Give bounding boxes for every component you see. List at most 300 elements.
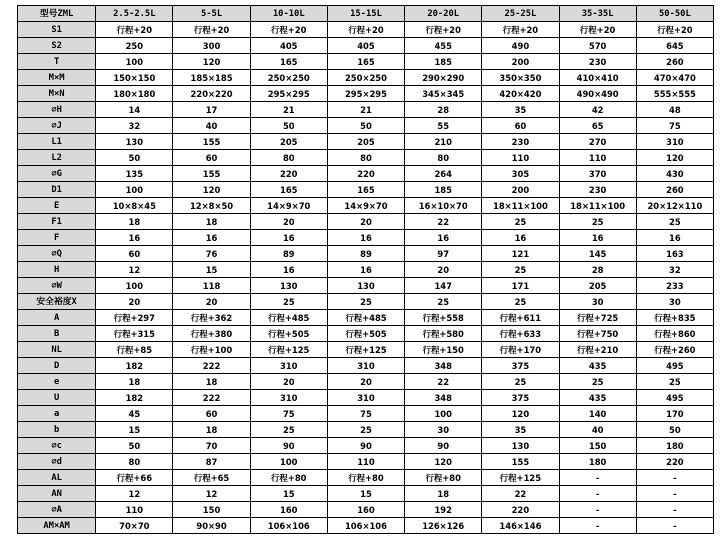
table-cell: 100 <box>250 454 327 470</box>
row-label-cell: A <box>18 310 96 326</box>
table-cell: 90 <box>327 438 404 454</box>
row-label-cell: ⌀H <box>18 102 96 118</box>
row-label-cell: M×M <box>18 70 96 86</box>
model-column-header: 25-25L <box>482 6 559 22</box>
table-row <box>18 102 714 118</box>
table-cell: 行程+20 <box>250 22 327 38</box>
table-cell: 25 <box>250 422 327 438</box>
table-cell: 60 <box>173 150 250 166</box>
table-cell: 118 <box>173 278 250 294</box>
table-cell: 89 <box>250 246 327 262</box>
table-cell: 16 <box>405 230 482 246</box>
table-cell: 60 <box>173 406 250 422</box>
table-cell: 55 <box>405 118 482 134</box>
table-cell: 行程+20 <box>96 22 173 38</box>
table-cell: 185 <box>405 182 482 198</box>
table-cell: 220 <box>250 166 327 182</box>
table-cell: 75 <box>327 406 404 422</box>
table-cell: 130 <box>250 278 327 294</box>
row-label-cell: ⌀J <box>18 118 96 134</box>
table-cell: 20 <box>250 374 327 390</box>
table-cell: 230 <box>559 182 636 198</box>
table-cell: 250 <box>96 38 173 54</box>
table-cell: 120 <box>173 54 250 70</box>
table-cell: 行程+485 <box>250 310 327 326</box>
table-row <box>18 230 714 246</box>
row-label-cell: B <box>18 326 96 342</box>
table-cell: 20 <box>250 214 327 230</box>
table-cell: 410×410 <box>559 70 636 86</box>
table-cell: 行程+20 <box>405 22 482 38</box>
table-cell: 260 <box>636 54 713 70</box>
model-column-header: 35-35L <box>559 6 636 22</box>
table-cell: - <box>559 470 636 486</box>
table-cell: 120 <box>636 150 713 166</box>
table-cell: 70 <box>173 438 250 454</box>
table-cell: 行程+380 <box>173 326 250 342</box>
table-cell: 645 <box>636 38 713 54</box>
table-row <box>18 262 714 278</box>
table-cell: 130 <box>96 134 173 150</box>
table-cell: 18 <box>96 214 173 230</box>
table-cell: 行程+485 <box>327 310 404 326</box>
table-cell: 行程+362 <box>173 310 250 326</box>
row-label-cell: H <box>18 262 96 278</box>
spec-table <box>17 5 714 534</box>
table-cell: 348 <box>405 358 482 374</box>
table-cell: 100 <box>96 278 173 294</box>
table-cell: 15 <box>96 422 173 438</box>
table-cell: 行程+125 <box>327 342 404 358</box>
table-cell: 120 <box>173 182 250 198</box>
table-cell: 405 <box>250 38 327 54</box>
table-cell: 70×70 <box>96 518 173 534</box>
table-cell: 25 <box>482 214 559 230</box>
table-cell: 100 <box>96 182 173 198</box>
table-cell: 48 <box>636 102 713 118</box>
table-cell: 120 <box>482 406 559 422</box>
table-cell: 180 <box>559 454 636 470</box>
table-cell: 16 <box>173 230 250 246</box>
table-cell: 90×90 <box>173 518 250 534</box>
table-cell: 45 <box>96 406 173 422</box>
table-cell: 185×185 <box>173 70 250 86</box>
table-cell: 42 <box>559 102 636 118</box>
table-cell: 270 <box>559 134 636 150</box>
table-cell: 22 <box>405 374 482 390</box>
row-label-cell: ⌀Q <box>18 246 96 262</box>
table-cell: 106×106 <box>250 518 327 534</box>
table-cell: 18×11×100 <box>559 198 636 214</box>
table-header-row <box>18 6 714 22</box>
table-cell: 120 <box>405 454 482 470</box>
table-row <box>18 454 714 470</box>
table-cell: 290×290 <box>405 70 482 86</box>
table-cell: 130 <box>327 278 404 294</box>
table-cell: 25 <box>405 294 482 310</box>
table-cell: 80 <box>327 150 404 166</box>
table-cell: 16 <box>250 230 327 246</box>
table-cell: 163 <box>636 246 713 262</box>
table-row <box>18 150 714 166</box>
table-cell: 182 <box>96 358 173 374</box>
table-cell: 16 <box>327 262 404 278</box>
row-label-cell: L2 <box>18 150 96 166</box>
table-cell: 行程+20 <box>559 22 636 38</box>
table-cell: 430 <box>636 166 713 182</box>
table-cell: 205 <box>250 134 327 150</box>
table-row <box>18 182 714 198</box>
table-cell: 25 <box>559 214 636 230</box>
table-cell: 495 <box>636 358 713 374</box>
table-row <box>18 166 714 182</box>
table-cell: 165 <box>327 54 404 70</box>
table-cell: - <box>636 518 713 534</box>
table-cell: 20 <box>96 294 173 310</box>
row-label-cell: D1 <box>18 182 96 198</box>
table-cell: 495 <box>636 390 713 406</box>
table-cell: 200 <box>482 182 559 198</box>
table-cell: 12 <box>96 486 173 502</box>
table-cell: 20×12×110 <box>636 198 713 214</box>
spec-table-container <box>17 5 714 534</box>
table-cell: 行程+835 <box>636 310 713 326</box>
model-header-cell: 型号ZML <box>18 6 96 22</box>
table-cell: 310 <box>327 390 404 406</box>
table-cell: 30 <box>405 422 482 438</box>
table-cell: 12 <box>173 486 250 502</box>
table-row <box>18 134 714 150</box>
table-cell: 220 <box>482 502 559 518</box>
table-cell: 350×350 <box>482 70 559 86</box>
table-cell: 50 <box>636 422 713 438</box>
table-row <box>18 38 714 54</box>
table-cell: 192 <box>405 502 482 518</box>
table-cell: - <box>559 502 636 518</box>
table-cell: 10×8×45 <box>96 198 173 214</box>
table-cell: - <box>636 502 713 518</box>
table-cell: 150 <box>173 502 250 518</box>
table-cell: 470×470 <box>636 70 713 86</box>
table-cell: 90 <box>250 438 327 454</box>
table-cell: 行程+725 <box>559 310 636 326</box>
table-cell: 155 <box>482 454 559 470</box>
table-cell: 行程+505 <box>250 326 327 342</box>
table-cell: 20 <box>327 374 404 390</box>
row-label-cell: ⌀G <box>18 166 96 182</box>
table-cell: 264 <box>405 166 482 182</box>
table-cell: 110 <box>327 454 404 470</box>
table-cell: 行程+750 <box>559 326 636 342</box>
table-cell: 435 <box>559 358 636 374</box>
table-cell: 220×220 <box>173 86 250 102</box>
table-cell: 150 <box>559 438 636 454</box>
table-cell: - <box>559 486 636 502</box>
model-column-header: 5-5L <box>173 6 250 22</box>
row-label-cell: S2 <box>18 38 96 54</box>
table-cell: 35 <box>482 102 559 118</box>
model-column-header: 10-10L <box>250 6 327 22</box>
model-column-header: 50-50L <box>636 6 713 22</box>
table-cell: 25 <box>250 294 327 310</box>
table-cell: 170 <box>636 406 713 422</box>
table-cell: 490×490 <box>559 86 636 102</box>
table-row <box>18 358 714 374</box>
table-cell: 155 <box>173 134 250 150</box>
table-cell: 18 <box>173 214 250 230</box>
table-cell: 310 <box>327 358 404 374</box>
table-cell: 145 <box>559 246 636 262</box>
table-row <box>18 294 714 310</box>
table-cell: 435 <box>559 390 636 406</box>
table-cell: 18 <box>405 486 482 502</box>
table-cell: 375 <box>482 390 559 406</box>
table-cell: 25 <box>482 374 559 390</box>
table-cell: 行程+633 <box>482 326 559 342</box>
table-row <box>18 326 714 342</box>
table-row <box>18 86 714 102</box>
table-cell: 16×10×70 <box>405 198 482 214</box>
table-cell: 35 <box>482 422 559 438</box>
table-cell: 87 <box>173 454 250 470</box>
table-cell: 375 <box>482 358 559 374</box>
table-row <box>18 502 714 518</box>
table-cell: 233 <box>636 278 713 294</box>
table-cell: 50 <box>250 118 327 134</box>
table-cell: 行程+611 <box>482 310 559 326</box>
table-cell: 25 <box>327 294 404 310</box>
table-cell: 160 <box>327 502 404 518</box>
table-cell: 165 <box>327 182 404 198</box>
table-cell: 32 <box>96 118 173 134</box>
table-cell: 89 <box>327 246 404 262</box>
row-label-cell: 安全裕度X <box>18 294 96 310</box>
table-cell: 16 <box>96 230 173 246</box>
table-cell: 25 <box>636 214 713 230</box>
table-row <box>18 214 714 230</box>
table-cell: 行程+125 <box>482 470 559 486</box>
table-cell: 220 <box>636 454 713 470</box>
table-row <box>18 310 714 326</box>
row-label-cell: AM×AM <box>18 518 96 534</box>
table-cell: 行程+170 <box>482 342 559 358</box>
table-cell: 行程+65 <box>173 470 250 486</box>
table-cell: 行程+580 <box>405 326 482 342</box>
table-cell: 21 <box>250 102 327 118</box>
table-row <box>18 278 714 294</box>
table-cell: 16 <box>250 262 327 278</box>
table-cell: 行程+20 <box>173 22 250 38</box>
table-row <box>18 518 714 534</box>
table-cell: 230 <box>482 134 559 150</box>
table-cell: 305 <box>482 166 559 182</box>
table-cell: 17 <box>173 102 250 118</box>
table-row <box>18 70 714 86</box>
table-cell: 14 <box>96 102 173 118</box>
table-cell: 150×150 <box>96 70 173 86</box>
table-cell: 405 <box>327 38 404 54</box>
table-cell: 230 <box>559 54 636 70</box>
table-cell: 30 <box>559 294 636 310</box>
table-cell: 18 <box>173 374 250 390</box>
table-cell: 18×11×100 <box>482 198 559 214</box>
table-cell: 15 <box>327 486 404 502</box>
table-row <box>18 198 714 214</box>
table-cell: 126×126 <box>405 518 482 534</box>
model-column-header: 20-20L <box>405 6 482 22</box>
table-cell: 40 <box>173 118 250 134</box>
table-row <box>18 374 714 390</box>
table-cell: 18 <box>173 422 250 438</box>
table-cell: 50 <box>327 118 404 134</box>
table-row <box>18 246 714 262</box>
table-cell: 80 <box>96 454 173 470</box>
table-row <box>18 22 714 38</box>
table-cell: 行程+80 <box>250 470 327 486</box>
table-cell: 20 <box>405 262 482 278</box>
table-cell: 185 <box>405 54 482 70</box>
table-cell: 50 <box>96 438 173 454</box>
table-cell: 20 <box>327 214 404 230</box>
table-cell: 30 <box>636 294 713 310</box>
table-cell: 25 <box>482 294 559 310</box>
table-cell: 20 <box>173 294 250 310</box>
table-cell: 250×250 <box>327 70 404 86</box>
model-column-header: 2.5-2.5L <box>96 6 173 22</box>
table-cell: - <box>636 470 713 486</box>
table-cell: 16 <box>482 230 559 246</box>
row-label-cell: E <box>18 198 96 214</box>
row-label-cell: ⌀A <box>18 502 96 518</box>
table-cell: 180×180 <box>96 86 173 102</box>
table-cell: 28 <box>405 102 482 118</box>
table-cell: 行程+860 <box>636 326 713 342</box>
table-cell: 15 <box>250 486 327 502</box>
table-cell: 110 <box>482 150 559 166</box>
table-cell: 420×420 <box>482 86 559 102</box>
table-cell: 25 <box>327 422 404 438</box>
table-cell: 行程+66 <box>96 470 173 486</box>
table-cell: 160 <box>250 502 327 518</box>
row-label-cell: F <box>18 230 96 246</box>
table-cell: 110 <box>559 150 636 166</box>
table-cell: 100 <box>405 406 482 422</box>
row-label-cell: L1 <box>18 134 96 150</box>
table-cell: 570 <box>559 38 636 54</box>
table-cell: 行程+315 <box>96 326 173 342</box>
table-cell: 205 <box>559 278 636 294</box>
row-label-cell: a <box>18 406 96 422</box>
table-cell: 165 <box>250 54 327 70</box>
table-cell: 345×345 <box>405 86 482 102</box>
table-cell: 295×295 <box>327 86 404 102</box>
table-cell: 490 <box>482 38 559 54</box>
table-cell: 130 <box>482 438 559 454</box>
row-label-cell: NL <box>18 342 96 358</box>
table-body <box>18 22 714 534</box>
table-cell: 310 <box>250 390 327 406</box>
table-cell: - <box>559 518 636 534</box>
row-label-cell: M×N <box>18 86 96 102</box>
table-cell: 12 <box>96 262 173 278</box>
table-cell: 行程+558 <box>405 310 482 326</box>
table-cell: 171 <box>482 278 559 294</box>
row-label-cell: b <box>18 422 96 438</box>
table-cell: 295×295 <box>250 86 327 102</box>
table-row <box>18 390 714 406</box>
table-cell: 90 <box>405 438 482 454</box>
table-cell: 行程+85 <box>96 342 173 358</box>
table-cell: 行程+20 <box>482 22 559 38</box>
table-row <box>18 438 714 454</box>
table-cell: 140 <box>559 406 636 422</box>
table-cell: 18 <box>96 374 173 390</box>
table-cell: 22 <box>405 214 482 230</box>
table-cell: 555×555 <box>636 86 713 102</box>
table-cell: 28 <box>559 262 636 278</box>
table-cell: 14×9×70 <box>250 198 327 214</box>
table-row <box>18 342 714 358</box>
table-cell: 25 <box>636 374 713 390</box>
table-cell: 348 <box>405 390 482 406</box>
table-cell: 行程+150 <box>405 342 482 358</box>
table-cell: 60 <box>482 118 559 134</box>
table-row <box>18 118 714 134</box>
table-cell: 50 <box>96 150 173 166</box>
row-label-cell: F1 <box>18 214 96 230</box>
table-cell: 32 <box>636 262 713 278</box>
table-cell: 200 <box>482 54 559 70</box>
table-row <box>18 54 714 70</box>
table-cell: 76 <box>173 246 250 262</box>
table-cell: 行程+80 <box>327 470 404 486</box>
table-cell: 165 <box>250 182 327 198</box>
table-cell: 行程+20 <box>327 22 404 38</box>
table-row <box>18 422 714 438</box>
table-cell: 100 <box>96 54 173 70</box>
row-label-cell: e <box>18 374 96 390</box>
table-cell: 12×8×50 <box>173 198 250 214</box>
table-cell: 97 <box>405 246 482 262</box>
table-row <box>18 486 714 502</box>
table-cell: 25 <box>482 262 559 278</box>
table-cell: 25 <box>559 374 636 390</box>
table-cell: 146×146 <box>482 518 559 534</box>
table-cell: 205 <box>327 134 404 150</box>
table-cell: 60 <box>96 246 173 262</box>
table-cell: 260 <box>636 182 713 198</box>
table-cell: 310 <box>250 358 327 374</box>
table-cell: 行程+210 <box>559 342 636 358</box>
table-cell: 21 <box>327 102 404 118</box>
table-cell: 15 <box>173 262 250 278</box>
row-label-cell: ⌀c <box>18 438 96 454</box>
table-cell: 182 <box>96 390 173 406</box>
table-cell: 155 <box>173 166 250 182</box>
table-cell: 250×250 <box>250 70 327 86</box>
table-cell: 222 <box>173 358 250 374</box>
table-cell: 16 <box>327 230 404 246</box>
table-cell: 行程+100 <box>173 342 250 358</box>
table-cell: 220 <box>327 166 404 182</box>
table-cell: 310 <box>636 134 713 150</box>
table-cell: 106×106 <box>327 518 404 534</box>
model-column-header: 15-15L <box>327 6 404 22</box>
row-label-cell: T <box>18 54 96 70</box>
table-cell: 222 <box>173 390 250 406</box>
table-cell: 135 <box>96 166 173 182</box>
table-cell: 行程+297 <box>96 310 173 326</box>
